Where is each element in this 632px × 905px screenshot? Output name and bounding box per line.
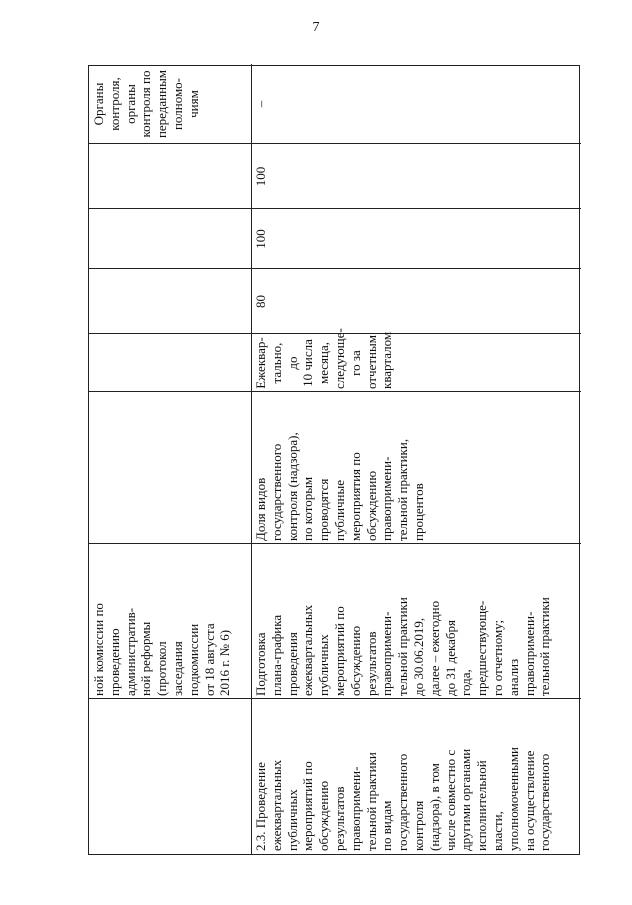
prev-row-action-cell: ной комиссии по проведению административ- ной реформы (протокол заседания подкомиссии от 18 августа 2016 г. № 6)	[91, 603, 233, 696]
indicator-cell: Доля видов государственного контроля (надзора), по которым проводятся публичные мероприятия по обсуждению правопримени- тельной практики, процентов	[253, 432, 426, 541]
value-cell-3: 100	[253, 166, 268, 187]
prev-row-executor-cell: Органы контроля, органы контроля по переданным полномо- чиям	[91, 69, 201, 139]
value-cell-1: 80	[253, 295, 268, 308]
rotated-table	[88, 65, 580, 855]
action-cell: Подготовка плана-графика проведения ежеквартальных публичных мероприятий по обсуждению результатов правопримени- тельной практики до 30.06.2019, далее – ежегодно до 31 декабря года, предшествующе- го отчетному; анализ правопримени- тельной практики	[253, 597, 553, 696]
value-cell-4: –	[253, 100, 268, 108]
page-number: 7	[312, 20, 320, 35]
period-cell: Ежеквар- тально, до 10 числа месяца, следующе- го за отчетным кварталом	[253, 328, 395, 389]
table-frame	[88, 65, 580, 855]
value-cell-2: 100	[253, 229, 268, 249]
task-cell: 2.3. Проведение ежеквартальных публичных мероприятий по обсуждению результатов правопримени- тельной практики по видам государственного контроля (надзора), в том числе совместно с другими органами исполнительной власти, уполномоченными на осуществление государственного	[253, 746, 553, 851]
